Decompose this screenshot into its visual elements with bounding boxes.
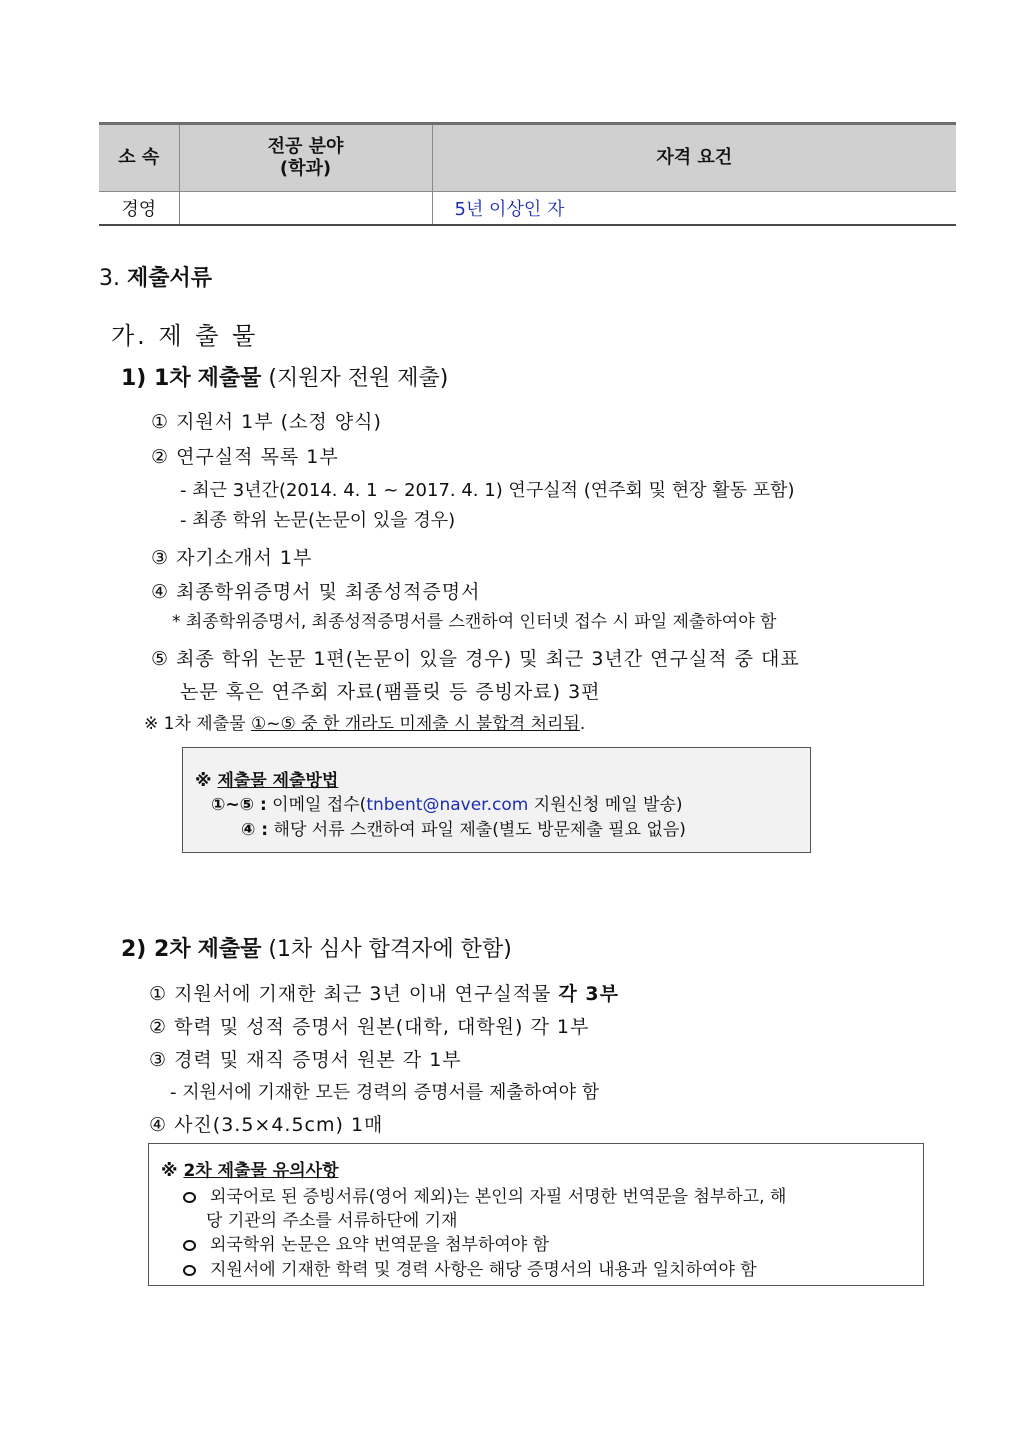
cell-dept: 경영 <box>121 199 157 220</box>
second-item-1-bold: 각 3부 <box>558 983 619 1005</box>
circle-bullet-icon <box>183 1240 196 1251</box>
section3-title: 제출서류 <box>127 266 213 291</box>
box1-line2-text: 해당 서류 스캔하여 파일 제출(별도 방문제출 필요 없음) <box>268 820 686 840</box>
circle-bullet-icon <box>183 1192 196 1203</box>
second-item-3-sub: - 지원서에 기재한 모든 경력의 증명서를 제출하여야 함 <box>170 1082 600 1103</box>
requirements-table <box>99 122 956 226</box>
first-item-3: ③ 자기소개서 1부 <box>151 547 313 569</box>
box2-bullet-1 <box>183 1182 786 1207</box>
box1-title <box>195 766 338 791</box>
first-item-5: ⑤ 최종 학위 논문 1편(논문이 있을 경우) 및 최근 3년간 연구실적 중 대표 <box>151 648 800 670</box>
second-item-1-text: ① 지원서에 기재한 최근 3년 이내 연구실적물 <box>149 983 559 1005</box>
first-warning-underlined: ①~⑤ 중 한 개라도 미제출 시 불합격 처리됨 <box>250 714 580 734</box>
header-major <box>179 124 432 192</box>
subsection-ga: 가. 제 출 물 <box>111 322 259 350</box>
first-title: 제출물 <box>197 366 262 391</box>
box1-line1-text: 이메일 접수( <box>266 795 367 815</box>
header-major-line2: (학과) <box>279 158 332 179</box>
cell-major <box>179 192 432 226</box>
second-num: 2) 2차 <box>121 937 191 962</box>
box2-mark: ※ <box>161 1161 178 1181</box>
circle-bullet-icon <box>183 1265 196 1276</box>
first-item-1: ① 지원서 1부 (소정 양식) <box>151 411 382 433</box>
second-item-4: ④ 사진(3.5×4.5cm) 1매 <box>149 1114 384 1136</box>
table-header-row <box>99 124 956 192</box>
first-warning-suffix: . <box>579 714 586 734</box>
box1-line2-prefix: ④ : <box>241 820 269 840</box>
first-item-5-cont: 논문 혹은 연주회 자료(팸플릿 등 증빙자료) 3편 <box>180 681 601 703</box>
header-major-line1: 전공 분야 <box>267 136 344 158</box>
first-num: 1) 1차 <box>121 366 191 391</box>
box2-bullet-2-text: 외국학위 논문은 요약 번역문을 첨부하여야 함 <box>210 1235 550 1255</box>
second-title: 제출물 <box>197 937 262 962</box>
first-item-4-note: * 최종학위증명서, 최종성적증명서를 스캔하여 인터넷 접수 시 파일 제출하여야 함 <box>172 612 777 632</box>
box2-bullet-2 <box>183 1230 549 1255</box>
first-warning <box>144 709 585 734</box>
second-paren: (1차 심사 합격자에 한함) <box>268 937 512 962</box>
email-link[interactable]: tnbent@naver.com <box>366 795 529 815</box>
box1-line2 <box>241 815 686 840</box>
box2-title <box>161 1156 339 1181</box>
box1-mark: ※ <box>195 771 212 791</box>
second-item-1 <box>149 979 619 1006</box>
section3-heading <box>99 261 212 292</box>
first-submission-heading <box>121 361 448 392</box>
second-item-2: ② 학력 및 성적 증명서 원본(대학, 대학원) 각 1부 <box>149 1016 590 1038</box>
box2-bullet-3 <box>183 1255 757 1280</box>
box2-bullet-1-line1: 외국어로 된 증빙서류(영어 제외)는 본인의 자필 서명한 번역문을 첨부하고, 해 <box>210 1187 787 1207</box>
second-submission-heading <box>121 932 512 963</box>
first-item-2: ② 연구실적 목록 1부 <box>151 446 339 468</box>
box2-bullet-3-text: 지원서에 기재한 학력 및 경력 사항은 해당 증명서의 내용과 일치하여야 함 <box>210 1260 757 1280</box>
cell-requirement: 5년 이상인 자 <box>432 192 956 226</box>
box1-line1 <box>211 790 683 815</box>
first-item-4: ④ 최종학위증명서 및 최종성적증명서 <box>151 581 481 603</box>
first-item-2-sub-1: - 최근 3년간(2014. 4. 1 ~ 2017. 4. 1) 연구실적 (연주회 및 현장 활동 포함) <box>180 480 795 501</box>
box1-line1-prefix: ①~⑤ : <box>211 795 267 815</box>
section3-number: 3. <box>99 266 120 291</box>
box2-title-text: 2차 제출물 유의사항 <box>183 1161 339 1181</box>
box2-bullet-1-line2: 당 기관의 주소를 서류하단에 기재 <box>206 1211 458 1231</box>
submission-method-box <box>182 747 811 853</box>
header-requirement: 자격 요건 <box>432 124 956 192</box>
first-paren: (지원자 전원 제출) <box>268 366 449 391</box>
header-dept: 소 속 <box>99 124 179 192</box>
second-item-3: ③ 경력 및 재직 증명서 원본 각 1부 <box>149 1049 462 1071</box>
second-notes-box <box>148 1143 924 1286</box>
box1-title-text: 제출물 제출방법 <box>217 771 339 791</box>
box1-line1-suffix: 지원신청 메일 발송) <box>528 795 683 815</box>
first-warning-prefix: ※ 1차 제출물 <box>144 714 251 734</box>
first-item-2-sub-2: - 최종 학위 논문(논문이 있을 경우) <box>180 510 456 531</box>
table-row <box>99 192 956 226</box>
